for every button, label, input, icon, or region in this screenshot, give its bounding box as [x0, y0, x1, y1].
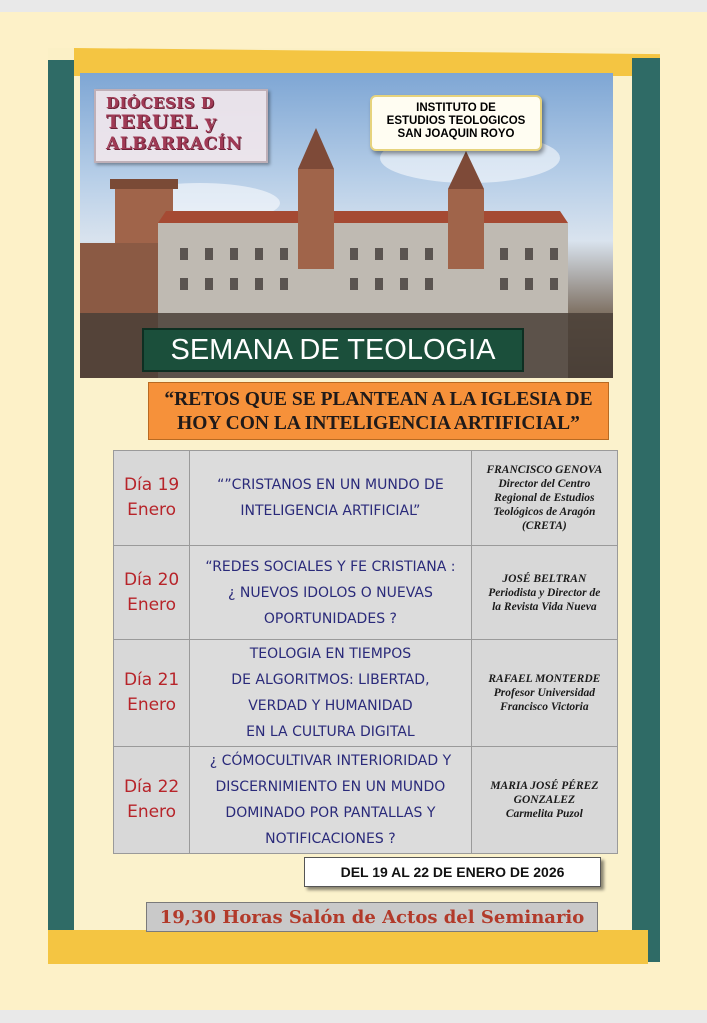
teal-right-stripe [632, 58, 660, 962]
speaker-detail: GONZALEZ [513, 794, 576, 806]
talk-line: VERDAD Y HUMANIDAD [248, 698, 413, 714]
program-table [113, 450, 618, 854]
time-and-place: 19,30 Horas Salón de Actos del Seminario [146, 902, 598, 932]
teal-left-stripe [48, 60, 74, 950]
speaker-name: RAFAEL MONTERDE [488, 673, 601, 685]
talk-line: TEOLOGIA EN TIEMPOS [249, 646, 412, 662]
speaker-name: MARIA JOSÉ PÉREZ [490, 780, 599, 792]
day-label: Día 19 [123, 475, 180, 495]
diocesis-line-1: DIÓCESIS D [106, 94, 215, 112]
speaker-detail: Carmelita Puzol [505, 808, 583, 820]
speaker-name: JOSÉ BELTRAN [502, 572, 587, 585]
program-day [114, 747, 190, 854]
day-label: Día 21 [123, 670, 180, 690]
month-label: Enero [127, 695, 177, 715]
diocesis-line-3: ALBARRACÍN [106, 134, 243, 154]
talk-line: DISCERNIMIENTO EN UN MUNDO [215, 779, 446, 795]
speaker-detail: la Revista Vida Nueva [492, 600, 597, 613]
instituto-line-1: INSTITUTO DE [416, 102, 496, 114]
talk-line: INTELIGENCIA ARTIFICIAL” [240, 503, 421, 519]
talk-line: “REDES SOCIALES Y FE CRISTIANA : [205, 558, 456, 575]
talk-line: ¿ NUEVOS IDOLOS O NUEVAS [227, 584, 433, 601]
program-talk [190, 546, 472, 640]
program-row [114, 546, 618, 640]
month-label: Enero [127, 802, 177, 822]
speaker-detail: Teológicos de Aragón [493, 506, 596, 518]
program-speaker [471, 451, 617, 546]
talk-line: ¿ CÓMOCULTIVAR INTERIORIDAD Y [209, 753, 452, 769]
instituto-badge [370, 95, 542, 151]
program-day [114, 546, 190, 640]
diocesis-line-2: TERUEL y [106, 111, 217, 133]
talk-line: DE ALGORITMOS: LIBERTAD, [231, 672, 430, 688]
program-row [114, 747, 618, 854]
program-row [114, 640, 618, 747]
day-label: Día 22 [123, 777, 180, 797]
program-talk [190, 451, 472, 546]
talk-line: OPORTUNIDADES ? [263, 610, 397, 627]
gold-bottom-stripe [48, 930, 648, 964]
instituto-line-3: SAN JOAQUIN ROYO [397, 128, 515, 140]
event-title: SEMANA DE TEOLOGIA [142, 328, 524, 372]
program-row [114, 451, 618, 546]
talk-line: NOTIFICACIONES ? [265, 831, 396, 847]
program-talk [190, 747, 472, 854]
program-speaker [471, 546, 617, 640]
month-label: Enero [127, 594, 177, 615]
speaker-detail: Director del Centro [498, 478, 591, 490]
talk-line: “”CRISTANOS EN UN MUNDO DE [217, 477, 444, 493]
speaker-detail: Profesor Universidad [493, 687, 595, 699]
speaker-detail: Regional de Estudios [494, 492, 595, 504]
theme-banner: “RETOS QUE SE PLANTEAN A LA IGLESIA DE HOY CON LA INTELIGENCIA ARTIFICIAL” [148, 382, 609, 440]
program-day [114, 640, 190, 747]
diocesis-badge [94, 89, 268, 163]
day-label: Día 20 [123, 569, 180, 590]
speaker-name: FRANCISCO GENOVA [486, 464, 603, 476]
seminary-photo [80, 73, 613, 378]
instituto-line-2: ESTUDIOS TEOLOGICOS [386, 115, 526, 127]
program-speaker [471, 640, 617, 747]
program-talk [190, 640, 472, 747]
speaker-detail: Francisco Victoria [500, 701, 589, 713]
program-speaker [471, 747, 617, 854]
speaker-detail: (CRETA) [521, 520, 567, 532]
speaker-detail: Periodista y Director de [488, 586, 601, 599]
month-label: Enero [127, 500, 177, 520]
talk-line: DOMINADO POR PANTALLAS Y [225, 805, 436, 821]
program-day [114, 451, 190, 546]
event-dates: DEL 19 AL 22 DE ENERO DE 2026 [304, 857, 601, 887]
talk-line: EN LA CULTURA DIGITAL [246, 724, 415, 740]
